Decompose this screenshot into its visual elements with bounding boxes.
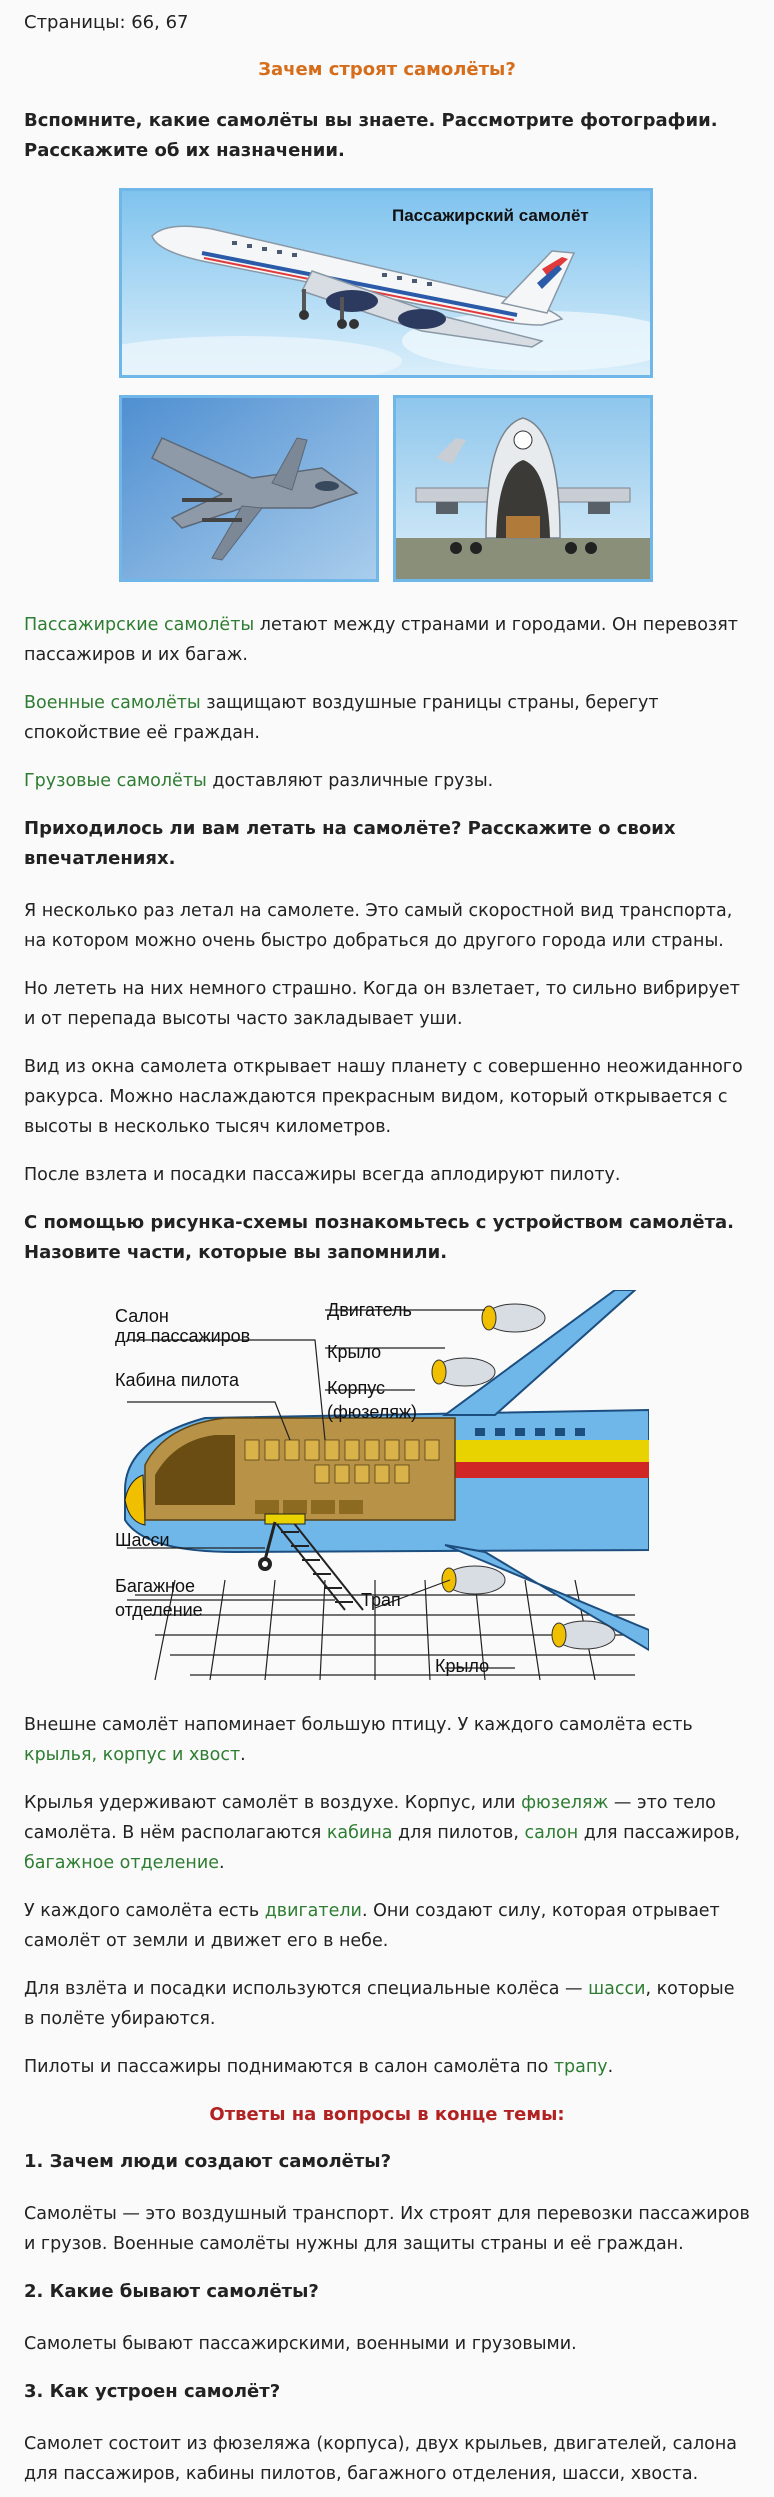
label-ladder: Трап [361, 1590, 401, 1610]
wings-text-c: — это тело самолёта. В нём располагаются [24, 1793, 716, 1843]
cargo-plane-image [396, 398, 650, 579]
wing-bottom-shape [445, 1545, 649, 1650]
page-title: Зачем строят самолёты? [258, 59, 516, 80]
wings-text-e: для пилотов, [392, 1823, 525, 1843]
engines-paragraph [24, 1896, 750, 1956]
military-plane-photo [119, 395, 379, 582]
engine-bottom [552, 1621, 615, 1649]
engines-text-a: У каждого самолёта есть [24, 1901, 265, 1921]
answer-text: Самолёты — это воздушный транспорт. Их строят для перевозки пассажиров и грузов. Военные самолёты нужны для защиты страны и её граждан. [24, 2204, 750, 2254]
answer-question: 3. Как устроен самолёт? [24, 2381, 281, 2402]
military-planes-text [24, 688, 750, 748]
label-salon-2: для пассажиров [115, 1326, 251, 1346]
wing-top-shape [445, 1290, 635, 1415]
bird-paragraph [24, 1710, 750, 1770]
plane-diagram-svg [115, 1290, 649, 1682]
term-cabin: кабина [326, 1823, 393, 1843]
answer-text: Самолеты бывают пассажирскими, военными и грузовыми. [24, 2334, 577, 2354]
chassis-text-c: , которые в полёте убираются. [24, 1979, 735, 2029]
answer-text: Самолет состоит из фюзеляжа (корпуса), двух крыльев, двигателей, салона для пассажиров, кабины пилотов, багажного отделения, шасси, хвоста. [24, 2434, 738, 2484]
question-diagram: С помощью рисунка-схемы познакомьтесь с устройством самолёта. Назовите части, которые вы запомнили. [24, 1212, 734, 1263]
term-passenger: Пассажирские самолёты [24, 615, 255, 635]
answers-title: Ответы на вопросы в конце темы: [209, 2104, 565, 2125]
impression-paragraph: Но лететь на них немного страшно. Когда он взлетает, то сильно вибрирует и от перепада высоты часто закладывает уши. [24, 979, 740, 1029]
cargo-planes-text [24, 766, 750, 796]
engine-mid [432, 1358, 495, 1386]
term-salon: салон [524, 1823, 579, 1843]
ladder-paragraph [24, 2052, 750, 2082]
pages-label: Страницы: 66, 67 [24, 12, 189, 33]
ladder-text-a: Пилоты и пассажиры поднимаются в салон самолёта по [24, 2057, 554, 2077]
label-baggage-2: отделение [115, 1600, 203, 1620]
plane-structure-diagram [115, 1290, 649, 1682]
bird-text-c: . [240, 1745, 246, 1765]
term-wings-body-tail: крылья, корпус и хвост [24, 1745, 241, 1765]
engines-text-c: . Они создают силу, которая отрывает самолёт от земли и движет его в небе. [24, 1901, 720, 1951]
wings-text-g: для пассажиров, [578, 1823, 741, 1843]
label-body-2: (фюзеляж) [327, 1402, 418, 1422]
label-cockpit: Кабина пилота [115, 1370, 239, 1390]
cargo-plane-photo [393, 395, 653, 582]
question-impressions: Приходилось ли вам летать на самолёте? Расскажите о своих впечатлениях. [24, 818, 676, 869]
label-wing-bottom: Крыло [435, 1656, 490, 1676]
cargo-text-rest: доставляют различные грузы. [206, 771, 494, 791]
label-body-1: Корпус [327, 1378, 386, 1398]
bird-text-a: Внешне самолёт напоминает большую птицу. У каждого самолёта есть [24, 1715, 693, 1735]
term-chassis: шасси [588, 1979, 646, 1999]
military-plane-image [122, 398, 376, 579]
chassis-paragraph [24, 1974, 750, 2034]
engine-top [482, 1304, 545, 1332]
wings-text-a: Крылья удерживают самолёт в воздухе. Корпус, или [24, 1793, 522, 1813]
chassis-text-a: Для взлёта и посадки используются специальные колёса — [24, 1979, 589, 1999]
wings-text-i: . [218, 1853, 225, 1873]
term-baggage: багажное отделение [24, 1853, 219, 1873]
passenger-plane-image [122, 191, 650, 375]
military-text-rest: защищают воздушные границы страны, берегут спокойствие её граждан. [24, 693, 659, 743]
answer-question: 2. Какие бывают самолёты? [24, 2281, 319, 2302]
photo-caption: Пассажирский самолёт [392, 206, 589, 225]
label-gear: Шасси [115, 1530, 170, 1550]
impression-paragraph: Вид из окна самолета открывает нашу планету с совершенно неожиданного ракурса. Можно наслаждаются прекрасным видом, который открывается с высоты в несколько тысяч километров. [24, 1057, 743, 1137]
label-wing-top: Крыло [327, 1342, 382, 1362]
label-salon-1: Салон [115, 1306, 169, 1326]
label-engine: Двигатель [327, 1300, 412, 1320]
passenger-planes-text [24, 610, 750, 670]
impression-paragraph: После взлета и посадки пассажиры всегда аплодируют пилоту. [24, 1165, 621, 1185]
passenger-text-rest: летают между странами и городами. Он перевозят пассажиров и их багаж. [24, 615, 738, 665]
term-ladder: трапу [553, 2057, 608, 2077]
ladder-text-c: . [607, 2057, 614, 2077]
engine-low [442, 1566, 505, 1594]
answer-question: 1. Зачем люди создают самолёты? [24, 2151, 392, 2172]
term-fuselage: фюзеляж [521, 1793, 609, 1813]
label-baggage-1: Багажное [115, 1576, 196, 1596]
wings-paragraph [24, 1788, 750, 1878]
question-known-planes: Вспомните, какие самолёты вы знаете. Рассмотрите фотографии. Расскажите об их назначении. [24, 110, 718, 161]
impression-paragraph: Я несколько раз летал на самолете. Это самый скоростной вид транспорта, на котором можно очень быстро добраться до другого города или страны. [24, 901, 733, 951]
photos-figure [119, 188, 653, 582]
term-engines: двигатели [264, 1901, 362, 1921]
passenger-plane-photo [119, 188, 653, 378]
term-military: Военные самолёты [24, 693, 201, 713]
term-cargo: Грузовые самолёты [24, 771, 207, 791]
